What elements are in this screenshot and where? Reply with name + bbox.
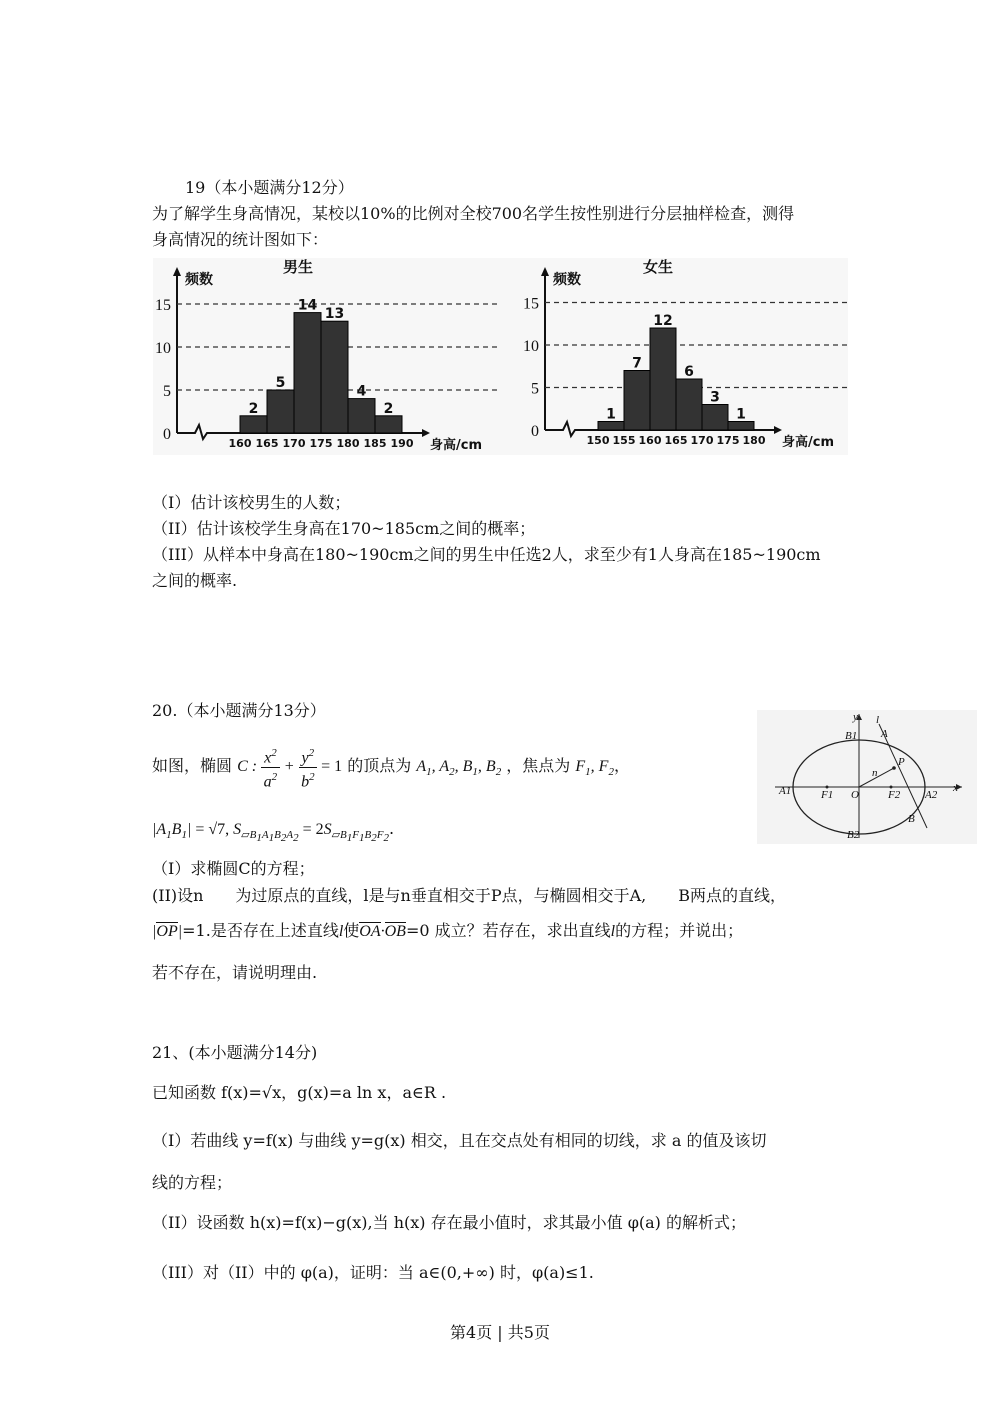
female-bar (624, 371, 650, 431)
page-footer: 第4页 | 共5页 (450, 1323, 550, 1342)
q19-intro-line2: 身高情况的统计图如下： (152, 230, 329, 249)
female-y-label: 频数 (553, 272, 581, 288)
male-bar-value-label: 2 (248, 400, 259, 417)
female-bar-value-label: 3 (710, 389, 720, 406)
male-y-tick-label: 0 (163, 426, 171, 443)
q19-part3-line1: （III）从样本中身高在180~190cm之间的男生中任选2人，求至少有1人身高在185~190cm (152, 545, 821, 564)
female-bar (650, 328, 676, 430)
female-x-tick-label: 180 (742, 434, 766, 447)
male-x-tick-label: 180 (336, 437, 360, 450)
female-x-tick-label: 165 (664, 434, 688, 447)
male-bar (348, 399, 375, 433)
female-bar (702, 405, 728, 431)
female-y-axis-arrow-icon (541, 267, 549, 276)
male-y-tick-label: 15 (155, 297, 171, 314)
vertex-list: $A_1$, $A_2$, $B_1$, $B_2$ (416, 758, 502, 779)
female-bar-value-label: 1 (736, 406, 746, 423)
ellipse-figure-panel (757, 710, 977, 844)
q21-heading: 21、(本小题满分14分) (152, 1043, 318, 1062)
q20-part2-line1: (II)设n 为过原点的直线，l是与n垂直相交于P点，与椭圆相交于A, B两点的直线， (152, 886, 787, 905)
male-bar-value-label: 4 (356, 383, 367, 400)
q19-part1: （I）估计该校男生的人数； (152, 493, 351, 512)
male-bar (375, 416, 402, 433)
female-bar-value-label: 12 (653, 313, 673, 329)
q20-line1-a: 如图，椭圆 (152, 756, 233, 775)
figure-label: F1 (821, 789, 834, 801)
male-x-tick-label: 170 (282, 437, 306, 450)
female-y-tick-label: 0 (531, 423, 539, 440)
female-x-tick-label: 150 (586, 434, 610, 447)
female-bar-value-label: 6 (684, 364, 694, 380)
male-x-tick-label: 185 (363, 437, 387, 450)
female-x-label: 身高/cm (782, 435, 835, 450)
male-y-tick-label: 5 (163, 383, 171, 400)
q20-part2-line2-c: =0 成立？若存在，求出直线 (405, 921, 611, 940)
q20-line2 (152, 818, 394, 849)
male-x-tick-label: 190 (390, 437, 414, 450)
figure-label: P (898, 756, 905, 768)
q20-line2-tail: . (388, 819, 395, 838)
male-x-tick-label: 160 (228, 437, 252, 450)
figure-label: l (876, 714, 880, 726)
q21-part1-line1: （I）若曲线 y=f(x) 与曲线 y=g(x) 相交，且在交点处有相同的切线，求 a 的值及该切 (152, 1131, 767, 1150)
point-p (892, 766, 896, 770)
ellipse-equation: C : $\frac{x^2}{a^2}$ + $\frac{y^2}{b^2}$ = 1 (237, 758, 342, 775)
male-bar-value-label: 13 (324, 306, 345, 323)
male-x-axis-arrow-icon (422, 429, 430, 437)
figure-label: A1 (779, 785, 792, 797)
male-bar (294, 313, 321, 433)
male-bar-value-label: 2 (383, 400, 394, 417)
male-bar (267, 390, 294, 433)
q20-line1: 如图，椭圆 C : $\frac{x^2}{a^2}$ + $\frac{y^2}{b^2}$ = 1 的顶点为 $A_1$, $A_2$, $B_1$, $B_2$ ，焦点为 $F_1$, $F_2$， (152, 742, 630, 796)
male-y-axis-arrow-icon (173, 267, 181, 276)
male-x-label: 身高/cm (430, 438, 483, 453)
q19-part2: （II）估计该校学生身高在170~185cm之间的概率； (152, 519, 536, 538)
line-l-1: l (338, 923, 344, 940)
histogram-panel (153, 258, 848, 455)
q19-part3-line2: 之间的概率. (152, 571, 238, 590)
q19-intro-line1: 为了解学生身高情况，某校以10%的比例对全校700名学生按性别进行分层抽样检查，测得 (152, 204, 795, 223)
q20-part2-line2-d: 的方程；并说出； (615, 921, 744, 940)
male-bar-value-label: 5 (275, 375, 286, 391)
q20-part2-line3: 若不存在，请说明理由. (152, 963, 318, 982)
female-y-tick-label: 15 (523, 295, 539, 313)
figure-label: x (953, 782, 958, 794)
q20-line1-c: ，焦点为 (506, 756, 571, 775)
female-bar (728, 422, 754, 431)
male-x-tick-label: 175 (309, 437, 333, 450)
ellipse-figure-svg (757, 710, 977, 844)
figure-label: B (908, 813, 915, 825)
q21-line1: 已知函数 f(x)=√x，g(x)=a ln x，a∈R . (152, 1083, 447, 1102)
female-bar (598, 422, 624, 431)
male-bar (321, 321, 348, 433)
male-chart-title: 男生 (282, 258, 314, 276)
figure-label: A (881, 728, 888, 740)
figure-label: B1 (845, 730, 858, 742)
female-x-tick-label: 170 (690, 434, 714, 447)
female-chart-title: 女生 (642, 258, 674, 276)
female-y-tick-label: 5 (531, 380, 539, 398)
q21-part2: （II）设函数 h(x)=f(x)−g(x),当 h(x) 存在最小值时，求其最小值 φ(a) 的解析式； (152, 1213, 747, 1232)
female-bar-value-label: 7 (632, 355, 642, 372)
q20-line1-b: 的顶点为 (347, 756, 412, 775)
female-x-tick-label: 175 (716, 434, 740, 447)
female-x-tick-label: 160 (638, 434, 662, 447)
female-bar-value-label: 1 (606, 406, 616, 423)
histograms-svg (153, 258, 848, 455)
figure-label: y (853, 711, 858, 723)
q20-part2-line2-a: =1.是否存在上述直线 (182, 921, 339, 940)
q20-part1: （I）求椭圆C的方程； (152, 859, 315, 878)
female-x-tick-label: 155 (612, 434, 636, 447)
line-l-2: l (610, 923, 616, 940)
female-y-tick-label: 10 (523, 338, 539, 355)
dot-product: OA·OB (359, 923, 406, 940)
figure-label: B2 (847, 829, 860, 841)
male-bar (240, 416, 267, 433)
male-x-tick-label: 165 (255, 437, 279, 450)
female-x-axis-arrow-icon (774, 426, 782, 434)
male-bar-value-label: 14 (297, 297, 318, 314)
q21-part3: （III）对（II）中的 φ(a)，证明：当 a∈(0,+∞) 时，φ(a)≤1. (152, 1263, 594, 1282)
op-norm: |OP| (152, 923, 183, 940)
figure-label: O (851, 789, 859, 801)
female-bar (676, 379, 702, 430)
figure-label: F2 (888, 789, 901, 801)
q20-part2-line2-b: 使 (343, 921, 360, 940)
focus-list: $F_1$, $F_2$ (575, 758, 614, 779)
condition-formula: $|A_1B_1| = √7$, $S_{▱B_1A_1B_2A_2} = 2S_{▱B_1F_1B_2F_2}$ (152, 821, 389, 845)
male-y-tick-label: 10 (155, 340, 171, 357)
q21-part1-line2: 线的方程； (152, 1173, 233, 1192)
q20-part2-line2 (152, 920, 743, 943)
figure-label: n (872, 767, 878, 779)
male-y-label: 频数 (185, 272, 213, 288)
q19-heading: 19（本小题满分12分） (185, 178, 354, 197)
figure-label: A2 (925, 789, 938, 801)
q20-heading: 20.（本小题满分13分） (152, 701, 326, 720)
